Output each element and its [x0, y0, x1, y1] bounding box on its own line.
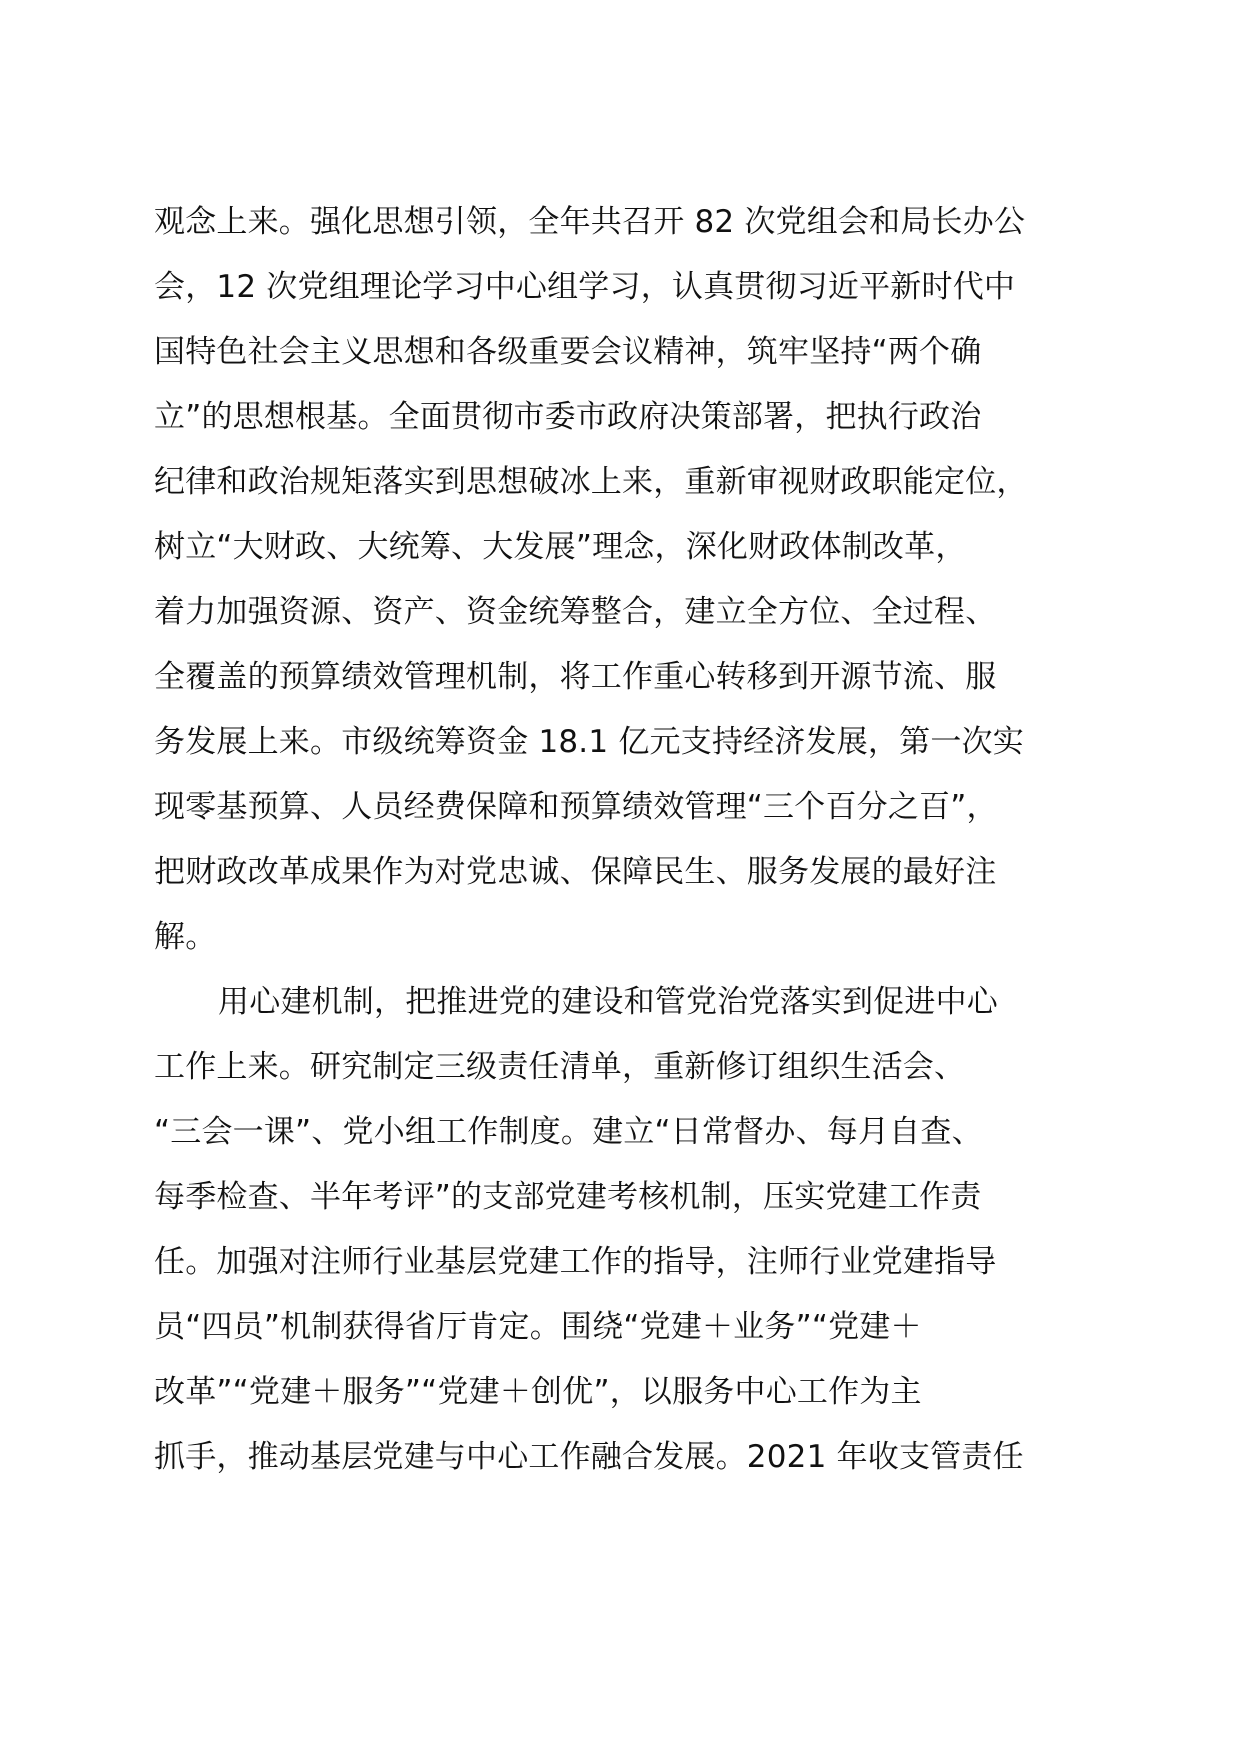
text-line: 把财政改革成果作为对党忠诚、保障民生、服务发展的最好注	[154, 854, 997, 890]
text-line: 改革”“党建＋服务”“党建＋创优”，以服务中心工作为主	[154, 1374, 922, 1410]
text-line: 会，12 次党组理论学习中心组学习，认真贯彻习近平新时代中	[154, 269, 1016, 305]
text-line: 立”的思想根基。全面贯彻市委市政府决策部署，把执行政治	[154, 399, 982, 435]
text-line: 全覆盖的预算绩效管理机制，将工作重心转移到开源节流、服	[154, 659, 997, 695]
text-line: 抓手，推动基层党建与中心工作融合发展。2021 年收支管责任	[154, 1439, 1024, 1475]
paragraph-start-line: 用心建机制，把推进党的建设和管党治党落实到促进中心	[218, 984, 998, 1020]
text-line: 现零基预算、人员经费保障和预算绩效管理“三个百分之百”，	[154, 789, 998, 825]
text-line: 纪律和政治规矩落实到思想破冰上来，重新审视财政职能定位，	[154, 464, 1028, 500]
text-line: 树立“大财政、大统筹、大发展”理念，深化财政体制改革，	[154, 529, 967, 565]
text-line: 观念上来。强化思想引领，全年共召开 82 次党组会和局长办公	[154, 204, 1026, 240]
text-line: 解。	[154, 919, 217, 955]
text-line: 务发展上来。市级统筹资金 18.1 亿元支持经济发展，第一次实	[154, 724, 1024, 760]
text-line: 任。加强对注师行业基层党建工作的指导，注师行业党建指导	[154, 1244, 997, 1280]
text-line: 员“四员”机制获得省厅肯定。围绕“党建＋业务”“党建＋	[154, 1309, 922, 1345]
text-line: “三会一课”、党小组工作制度。建立“日常督办、每月自查、	[154, 1114, 983, 1150]
text-line: 工作上来。研究制定三级责任清单，重新修订组织生活会、	[154, 1049, 966, 1085]
document-body	[154, 190, 1114, 1490]
text-line: 着力加强资源、资产、资金统筹整合，建立全方位、全过程、	[154, 594, 997, 630]
text-line: 每季检查、半年考评”的支部党建考核机制，压实党建工作责	[154, 1179, 982, 1215]
text-line: 国特色社会主义思想和各级重要会议精神，筑牢坚持“两个确	[154, 334, 982, 370]
